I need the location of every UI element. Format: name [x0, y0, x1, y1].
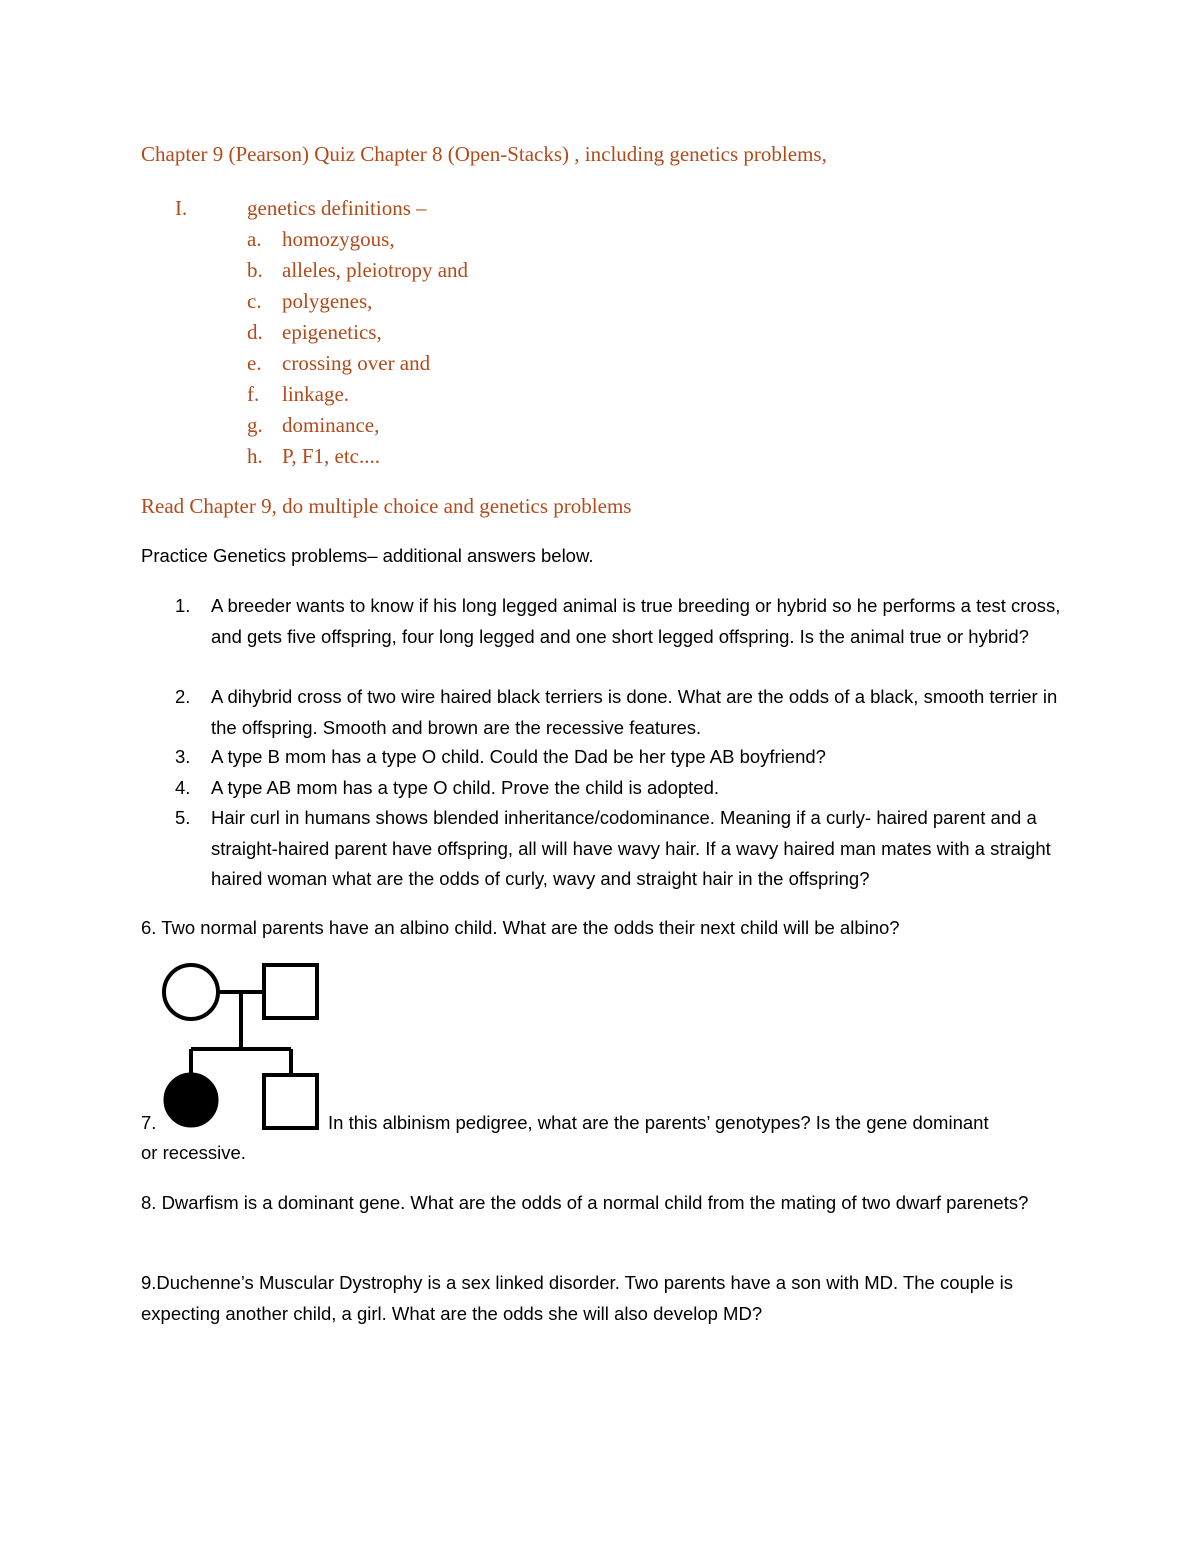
son-symbol: [264, 1075, 317, 1128]
question-number: 2.: [175, 686, 191, 707]
practice-intro: Practice Genetics problems– additional answers below.: [141, 545, 594, 566]
question-7-text: In this albinism pedigree, what are the parents’ genotypes? Is the gene dominant: [328, 1112, 989, 1133]
section-title: genetics definitions –: [247, 196, 427, 220]
question-6: 6. Two normal parents have an albino child. What are the odds their next child will be albino?: [141, 917, 900, 938]
definition-item: epigenetics,: [282, 320, 382, 344]
definition-item: dominance,: [282, 413, 380, 437]
question-8: 8. Dwarfism is a dominant gene. What are the odds of a normal child from the mating of two dwarf parenets?: [141, 1192, 1029, 1213]
definition-letter: g.: [247, 413, 263, 437]
question-7-continuation: or recessive.: [141, 1142, 246, 1163]
definition-letter: a.: [247, 227, 262, 251]
question-number: 3.: [175, 746, 191, 767]
definition-letter: f.: [247, 382, 260, 406]
definition-item: alleles, pleiotropy and: [282, 258, 469, 282]
definition-item: linkage.: [282, 382, 350, 406]
definition-item: P, F1, etc....: [282, 444, 381, 468]
question-text: A type AB mom has a type O child. Prove the child is adopted.: [211, 777, 720, 798]
definition-letter: c.: [247, 289, 262, 313]
father-symbol: [264, 965, 317, 1018]
definition-item: polygenes,: [282, 289, 373, 313]
question-text: Hair curl in humans shows blended inheritance/codominance. Meaning if a curly- haired parent and a straight-haired parent have offspring, all will have wavy hair. If a wavy haired man mates with a straight haired woman what are the odds of curly, wavy and straight hair in the offspring?: [211, 807, 1051, 889]
reading-instruction: Read Chapter 9, do multiple choice and genetics problems: [141, 494, 632, 518]
definition-letter: h.: [247, 444, 263, 468]
definition-item: crossing over and: [282, 351, 431, 375]
question-text: A dihybrid cross of two wire haired black terriers is done. What are the odds of a black, smooth terrier in the offspring. Smooth and brown are the recessive features.: [211, 686, 1058, 738]
question-number: 1.: [175, 595, 191, 616]
definition-letter: b.: [247, 258, 263, 282]
question-7-number: 7.: [141, 1112, 157, 1133]
albinism-pedigree: [150, 950, 330, 1132]
section-numeral: I.: [175, 196, 188, 220]
question-number: 5.: [175, 807, 191, 828]
question-text: A type B mom has a type O child. Could the Dad be her type AB boyfriend?: [211, 746, 826, 767]
question-number: 4.: [175, 777, 191, 798]
question-text: A breeder wants to know if his long legged animal is true breeding or hybrid so he performs a test cross, and gets five offspring, four long legged and one short legged offspring. Is the animal true or hybrid?: [211, 595, 1061, 647]
question-9: 9.Duchenne’s Muscular Dystrophy is a sex linked disorder. Two parents have a son with MD. The couple is expecting another child, a girl. What are the odds she will also develop MD?: [141, 1272, 1013, 1324]
definition-item: homozygous,: [282, 227, 395, 251]
affected-daughter-symbol: [165, 1074, 217, 1126]
mother-symbol: [164, 965, 218, 1019]
definition-letter: e.: [247, 351, 262, 375]
page-heading: Chapter 9 (Pearson) Quiz Chapter 8 (Open-Stacks) , including genetics problems,: [141, 142, 827, 166]
definition-letter: d.: [247, 320, 263, 344]
